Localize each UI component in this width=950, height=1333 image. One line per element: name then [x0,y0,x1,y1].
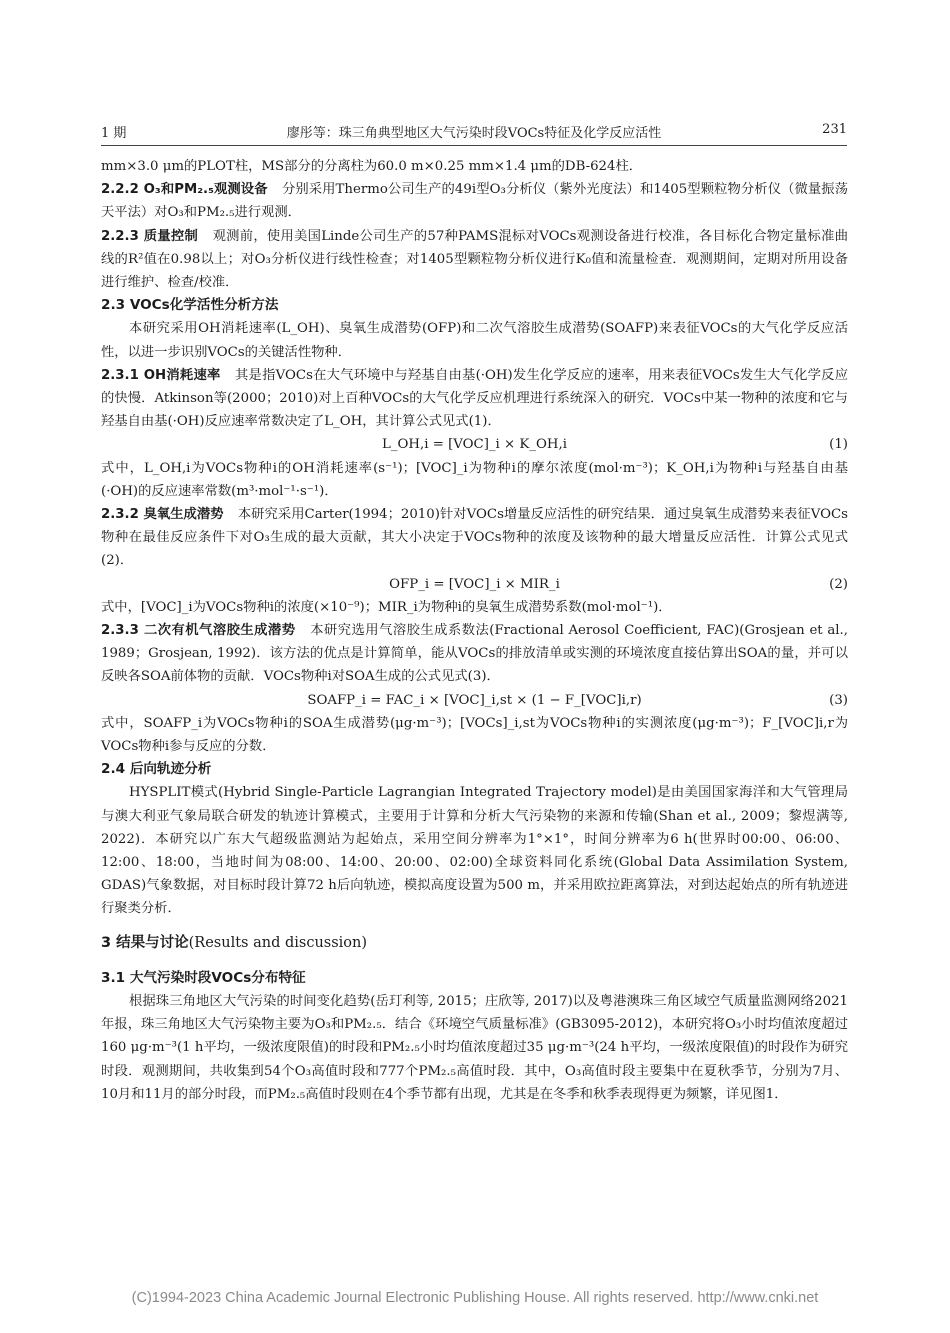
paragraph: HYSPLIT模式(Hybrid Single-Particle Lagrangian Integrated Trajectory model)是由美国国家海洋和大气管理局与澳大利亚气象局联合研发的轨迹计算模式，主要用于计算和分析大气污染物的来源和传输(Shan et al., 2009；黎煜满等, 2022)．本研究以广东大气超级监测站为起始点，采用空间分辨率为1°×1°，时间分辨率为6 h(世界时00:00、06:00、12:00、18:00，当地时间为08:00、14:00、20:00、02:00)全球资料同化系统(Global Data Assimilation System, GDAS)气象数据，对目标时段计算72 h后向轨迹，模拟高度设置为500 m，并采用欧拉距离算法，对到达起始点的所有轨迹进行聚类分析． [101,785,848,917]
equation-number: (1) [829,437,848,453]
article-body [101,155,848,1106]
section-2-3-3 [101,619,848,689]
section-2-3-1 [101,364,848,434]
equation-description: 式中，SOAFP_i为VOCs物种i的SOA生成潜势(μg·m⁻³)；[VOCs]_i,st为VOCs物种i的实测浓度(μg·m⁻³)；F_[VOC]i,r为VOCs物种i参与反应的分数． [101,715,848,755]
subsection-heading: 2.3.3 二次有机气溶胶生成潜势 [101,623,296,639]
equation-2 [101,573,848,596]
equation-description: 式中，[VOC]_i为VOCs物种i的浓度(×10⁻⁹)；MIR_i为物种i的臭氧生成潜势系数(mol·mol⁻¹)． [101,599,672,615]
paragraph: 本研究选用气溶胶生成系数法(Fractional Aerosol Coefficient, FAC)(Grosjean et al., 1989；Grosjean, 1992)．该方法的优点是计算简单，能从VOCs的排放清单或实测的环境浓度直接估算出SOA的量，并可以反映各SOA前体物的贡献．VOCs物种i对SOA生成的公式见式(3)． [101,623,848,685]
chapter-heading-en: (Results and discussion) [188,934,368,951]
paragraph: 根据珠三角地区大气污染的时间变化趋势(岳玎利等, 2015；庄欣等, 2017)以及粤港澳珠三角区域空气质量监测网络2021年报，珠三角地区大气污染物主要为O₃和PM₂.₅．结合《环境空气质量标准》(GB3095-2012)，本研究将O₃小时均值浓度超过160 μg·m⁻³(1 h平均，一级浓度限值)的时段和PM₂.₅小时均值浓度超过35 μg·m⁻³(24 h平均，一级浓度限值)的时段作为研究时段．观测期间，共收集到54个O₃高值时段和777个PM₂.₅高值时段．其中，O₃高值时段主要集中在夏秋季节，分别为7月、10月和11月的部分时段，而PM₂.₅高值时段则在4个季节都有出现，尤其是在冬季和秋季表现得更为频繁，详见图1． [101,994,848,1102]
paragraph: 其是指VOCs在大气环境中与羟基自由基(·OH)发生化学反应的速率，用来表征VOCs发生大气化学反应的快慢．Atkinson等(2000；2010)对上百种VOCs的大气化学反应机理进行系统深入的研究．VOCs中某一物种的浓度和它与羟基自由基(·OH)反应速率常数决定了L_OH，其计算公式见式(1)． [101,367,848,430]
equation-1 [101,433,848,456]
equation-description: 式中，L_OH,i为VOCs物种i的OH消耗速率(s⁻¹)；[VOC]_i为物种i的摩尔浓度(mol·m⁻³)；K_OH,i为物种i与羟基自由基(·OH)的反应速率常数(m³·mol⁻¹·s⁻¹)． [101,460,848,499]
header-rule [101,145,847,146]
running-header [101,122,847,144]
subsection-heading: 2.3.2 臭氧生成潜势 [101,507,224,523]
paragraph: 本研究采用OH消耗速率(L_OH)、臭氧生成潜势(OFP)和二次气溶胶生成潜势(SOAFP)来表征VOCs的大气化学反应活性，以进一步识别VOCs的关键活性物种． [101,321,848,360]
running-title: 廖彤等：珠三角典型地区大气污染时段VOCs特征及化学反应活性 [286,126,662,141]
chapter-heading-zh: 3 结果与讨论 [101,934,189,951]
equation-3 [101,689,848,712]
equation-number: (2) [829,576,848,592]
section-2-3-2 [101,503,848,573]
paragraph: 分别采用Thermo公司生产的49i型O₃分析仪（紫外光度法）和1405型颗粒物分析仪（微量振荡天平法）对O₃和PM₂.₅进行观测． [101,182,849,221]
section-2-2-3 [101,225,848,295]
equation-expression: L_OH,i = [VOC]_i × K_OH,i [382,437,567,453]
section-heading: 2.4 后向轨迹分析 [101,761,212,778]
paragraph: 观测前，使用美国Linde公司生产的57种PAMS混标对VOCs观测设备进行校准，各目标化合物定量标准曲线的R²值在0.98以上；对O₃分析仪进行线性检查；对1405型颗粒物分析仪进行K₀值和流量检查．观测期间，定期对所用设备进行维护、检查/校准． [101,228,848,291]
paragraph: mm×3.0 μm的PLOT柱，MS部分的分离柱为60.0 m×0.25 mm×1.4 μm的DB-624柱． [101,159,643,174]
equation-expression: OFP_i = [VOC]_i × MIR_i [389,576,560,592]
equation-number: (3) [829,692,848,708]
section-heading: 2.3 VOCs化学活性分析方法 [101,297,279,314]
equation-expression: SOAFP_i = FAC_i × [VOC]_i,st × (1 − F_[VOC]i,r) [307,692,642,708]
chapter-heading [101,932,848,955]
page-number: 231 [822,122,847,137]
copyright-footer: (C)1994-2023 China Academic Journal Electronic Publishing House. All rights reserved. http://www.cnki.net [131,1290,819,1306]
subsection-heading: 2.3.1 OH消耗速率 [101,367,221,383]
subsection-heading: 2.2.3 质量控制 [101,228,199,244]
paragraph: 本研究采用Carter(1994；2010)针对VOCs增量反应活性的研究结果．通过臭氧生成潜势来表征VOCs物种在最佳反应条件下对O₃生成的最大贡献，其大小决定于VOCs物种的浓度及该物种的最大增量反应活性．计算公式见式(2)． [101,507,848,569]
section-heading: 3.1 大气污染时段VOCs分布特征 [101,969,306,986]
subsection-heading: 2.2.2 O₃和PM₂.₅观测设备 [101,182,268,198]
issue-label: 1 期 [101,126,127,141]
section-2-2-2 [101,178,848,224]
